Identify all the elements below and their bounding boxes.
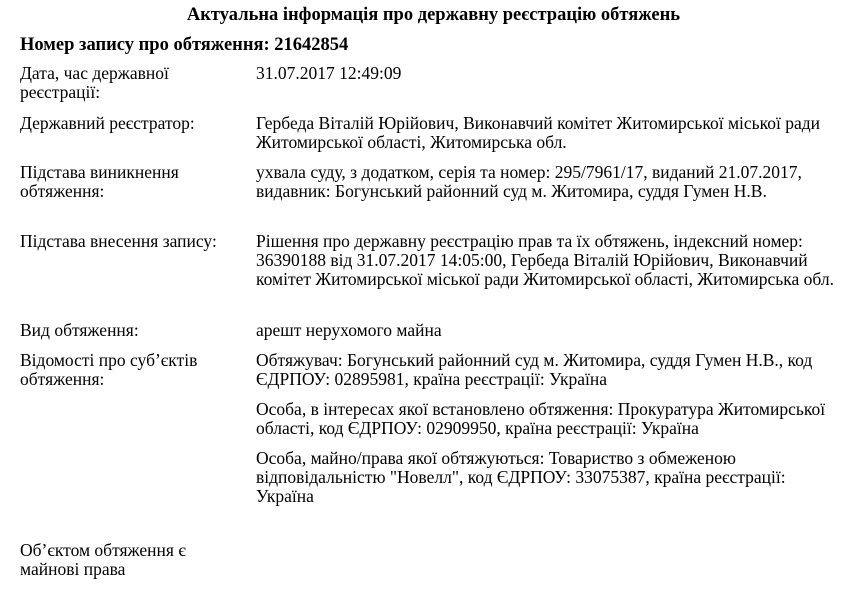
row-value: арешт нерухомого майна <box>256 320 442 340</box>
row-label: Відомості про суб’єктів обтяження: <box>20 350 198 389</box>
row-value: Рішення про державну реєстрацію прав та їх обтяжень, індексний номер: 36390188 від 31.07.2017 14:05:00, Гербеда Віталій Юрійович, Виконавчий комітет Житомирської міської ради Житомирської області, Житомирська обл. <box>256 231 834 289</box>
record-number-line <box>20 34 348 56</box>
subject-encumbered-party: Особа, майно/права якої обтяжуються: Товариство з обмеженою відповідальністю "Новелл", код ЄДРПОУ: 33075387, країна реєстрації: Україна <box>256 448 786 506</box>
row-label: Підстава виникнення обтяження: <box>20 162 179 201</box>
row-value <box>256 351 836 506</box>
row-label: Державний реєстратор: <box>20 113 195 133</box>
subject-encumbrancer: Обтяжувач: Богунський районний суд м. Житомира, суддя Гумен Н.В., код ЄДРПОУ: 02895981, країна реєстрації: Україна <box>256 350 813 389</box>
row-value: 31.07.2017 12:49:09 <box>256 63 402 83</box>
row-label: Вид обтяження: <box>20 320 139 340</box>
row-label: Дата, час державної реєстрації: <box>20 63 169 102</box>
row-value: Гербеда Віталій Юрійович, Виконавчий комітет Житомирської міської ради Житомирської області, Житомирська обл. <box>256 113 821 152</box>
record-number-label: Номер запису про обтяження: <box>20 35 270 55</box>
row-value: ухвала суду, з додатком, серія та номер: 295/7961/17, виданий 21.07.2017, видавник: Богунський районний суд м. Житомира, суддя Гумен Н.В. <box>256 162 802 201</box>
record-number-value: 21642854 <box>274 35 349 55</box>
subject-interested-party: Особа, в інтересах якої встановлено обтяження: Прокуратура Житомирської області, код ЄДРПОУ: 02909950, країна реєстрації: Україна <box>256 399 826 438</box>
row-label: Підстава внесення запису: <box>20 231 217 251</box>
row-label: Об’єктом обтяження є майнові права <box>20 540 186 579</box>
document-title: Актуальна інформація про державну реєстрацію обтяжень <box>186 5 681 25</box>
